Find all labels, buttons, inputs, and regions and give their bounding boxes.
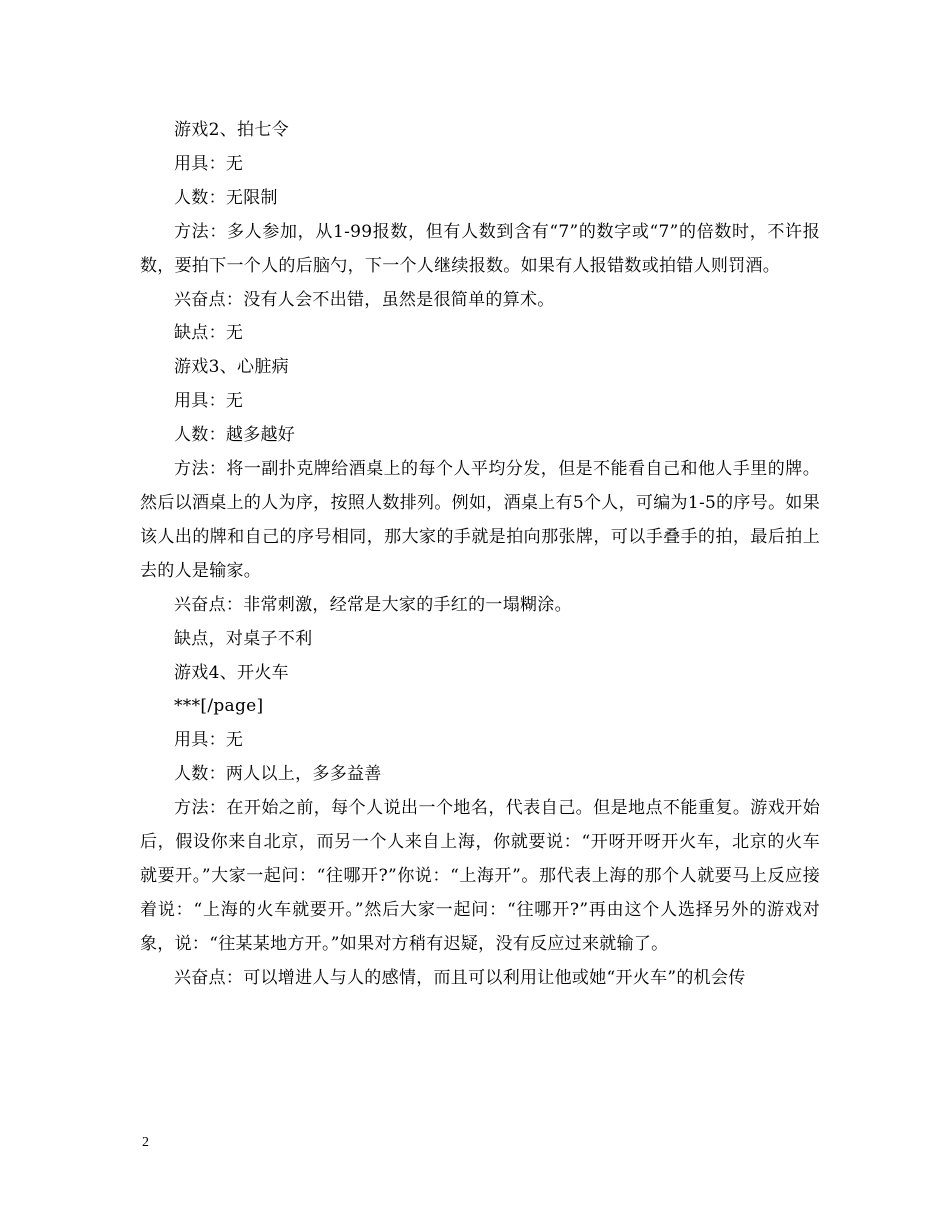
paragraph-game3-highlight: 兴奋点：非常刺激，经常是大家的手红的一塌糊涂。 — [174, 594, 572, 615]
paragraph-game3-drawback: 缺点，对桌子不利 — [174, 628, 313, 649]
paragraph-game2-drawback: 缺点：无 — [174, 323, 244, 344]
page-number: 2 — [142, 1135, 149, 1150]
paragraph-game2-tools: 用具：无 — [174, 153, 244, 174]
paragraph-game3-players: 人数：越多越好 — [174, 425, 296, 446]
paragraph-game2-highlight: 兴奋点：没有人会不出错，虽然是很简单的算术。 — [174, 289, 555, 310]
paragraph-game3-title: 游戏3、心脏病 — [174, 357, 289, 378]
page-body — [140, 114, 820, 996]
paragraph-page-marker: ***[/page] — [174, 696, 264, 717]
paragraph-game3-tools: 用具：无 — [174, 391, 244, 412]
paragraph-game4-tools: 用具：无 — [174, 730, 244, 751]
paragraph-game2-method: 方法：多人参加，从1-99报数，但有人数到含有“7”的数字或“7”的倍数时，不许报数，要拍下一个人的后脑勺，下一个人继续报数。如果有人报错数或拍错人则罚酒。 — [140, 221, 820, 276]
paragraph-game4-players: 人数：两人以上，多多益善 — [174, 764, 382, 785]
paragraph-game4-highlight: 兴奋点：可以增进人与人的感情，而且可以利用让他或她“开火车”的机会传 — [174, 967, 746, 988]
paragraph-game4-method: 方法：在开始之前，每个人说出一个地名，代表自己。但是地点不能重复。游戏开始后，假设你来自北京，而另一个人来自上海，你就要说：“开呀开呀开火车，北京的火车就要开。”大家一起问：“往哪开?”你说：“上海开”。那代表上海的那个人就要马上反应接着说：“上海的火车就要开。”然后大家一起问：“往哪开?”再由这个人选择另外的游戏对象，说：“往某某地方开。”如果对方稍有迟疑，没有反应过来就输了。 — [140, 798, 820, 954]
paragraph-game2-title: 游戏2、拍七令 — [174, 120, 289, 140]
paragraph-game4-title: 游戏4、开火车 — [174, 662, 289, 683]
paragraph-game2-players: 人数：无限制 — [174, 187, 278, 208]
paragraph-game3-method: 方法：将一副扑克牌给酒桌上的每个人平均分发，但是不能看自己和他人手里的牌。然后以酒桌上的人为序，按照人数排列。例如，酒桌上有5个人，可编为1-5的序号。如果该人出的牌和自己的序号相同，那大家的手就是拍向那张牌，可以手叠手的拍，最后拍上去的人是输家。 — [140, 459, 820, 581]
